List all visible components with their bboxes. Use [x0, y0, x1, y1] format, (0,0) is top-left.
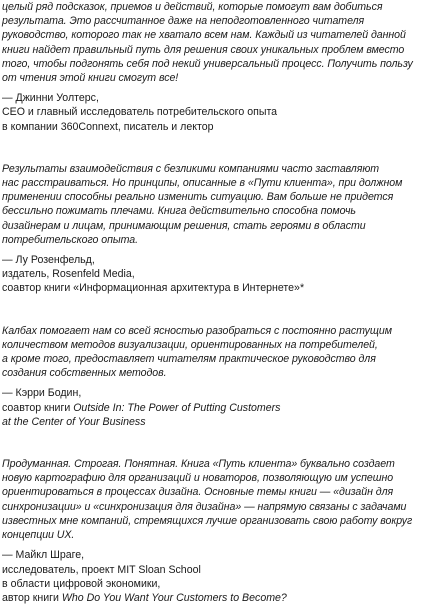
attribution-4: [2, 548, 428, 605]
quote-4-line-2: новую картографию для организаций и новаторов, позволяющую им успешно: [2, 472, 394, 485]
quote-2-line-3: применении способны реально изменить ситуацию. Вам больше не придется: [2, 191, 394, 204]
attribution-4-role: исследователь, проект MIT Sloan School: [2, 563, 201, 576]
quote-1-line-6: от чтения этой книги смогут все!: [2, 72, 179, 85]
quote-1-line-5: того, чтобы подгонять себя под некий универсальный процесс. Получить пользу: [2, 57, 413, 70]
attribution-3-role: соавтор книги: [2, 401, 74, 414]
attribution-2: [2, 253, 428, 296]
quote-block-1: [2, 0, 428, 134]
attribution-1-author: — Джинни Уолтерс,: [2, 92, 99, 105]
quote-3-line-3: а кроме того, предоставляет читателям практическое руководство для: [2, 353, 376, 366]
quote-text-2: [2, 162, 428, 247]
quote-text-4: [2, 457, 428, 542]
quote-4-line-5: известных мне компаний, стремящихся лучше организовать свою работу вокруг: [2, 514, 413, 527]
quote-1-line-3: руководство, которого так не хватало всем нам. Каждый из читателей данной: [2, 29, 406, 42]
attribution-4-program: в области цифровой экономики,: [2, 577, 161, 590]
quote-3-line-1: Калбах помогает нам со всей ясностью разобраться с постоянно растущим: [2, 324, 392, 337]
attribution-3-book-title-part2: at the Center of Your Business: [2, 415, 146, 428]
attribution-3-book-title-part1: Outside In: The Power of Putting Customers: [73, 401, 281, 414]
quote-1-line-4: книги найдет правильный путь для решения своих уникальных проблем вместо: [2, 43, 405, 56]
attribution-1: [2, 91, 428, 134]
quote-2-line-4: бессильно пожимать плечами. Книга действительно способна помочь: [2, 205, 356, 218]
quote-text-1: [2, 0, 428, 85]
quote-3-line-4: создания собственных методов.: [2, 367, 167, 380]
quote-3-line-2: количеством методов визуализации, ориентированных на потребителей,: [2, 338, 378, 351]
quote-4-line-6: концепции UX.: [2, 529, 75, 542]
quote-2-line-1: Результаты взаимодействия с безликими компаниями часто заставляют: [2, 162, 380, 175]
quote-2-line-6: потребительского опыта.: [2, 233, 139, 246]
attribution-1-role: CEO и главный исследователь потребительского опыта: [2, 106, 278, 119]
attribution-2-role: издатель, Rosenfeld Media,: [2, 268, 135, 281]
quote-2-line-2: нас расстраиваться. Но принципы, описанные в «Пути клиента», при должном: [2, 177, 403, 190]
attribution-3-book-line: [2, 401, 428, 415]
attribution-2-author: — Лу Розенфельд,: [2, 254, 95, 267]
attribution-3: [2, 386, 428, 429]
quote-1-line-1: целый ряд подсказок, приемов и действий, которые помогут вам добиться: [2, 1, 383, 13]
quote-4-line-1: Продуманная. Строгая. Понятная. Книга «Путь клиента» буквально создает: [2, 458, 395, 471]
quote-2-line-5: дизайнерам и лицам, принимающим решения, стать героями в области: [2, 219, 366, 232]
attribution-4-book-title: Who Do You Want Your Customers to Become?: [61, 591, 287, 604]
attribution-2-book: соавтор книги «Информационная архитектура в Интернете»*: [2, 282, 305, 295]
quote-text-3: [2, 324, 428, 381]
quote-4-line-4: синхронизации» и «синхронизация для дизайна» — напрямую связаны с задачами: [2, 500, 407, 513]
attribution-3-author: — Кэрри Бодин,: [2, 387, 82, 400]
attribution-4-author: — Майкл Шраге,: [2, 549, 85, 562]
attribution-4-book-line: [2, 591, 428, 605]
quote-block-3: [2, 324, 428, 429]
attribution-1-company: в компании 360Connext, писатель и лектор: [2, 120, 214, 133]
attribution-4-book-prefix: автор книги: [2, 591, 62, 604]
quote-block-2: [2, 162, 428, 296]
quote-block-4: [2, 457, 428, 605]
quote-1-line-2: результата. Это рассчитанное даже на неподготовленного читателя: [2, 15, 365, 28]
quote-4-line-3: ориентироваться в процессах дизайна. Основные темы книги — «дизайн для: [2, 486, 394, 499]
